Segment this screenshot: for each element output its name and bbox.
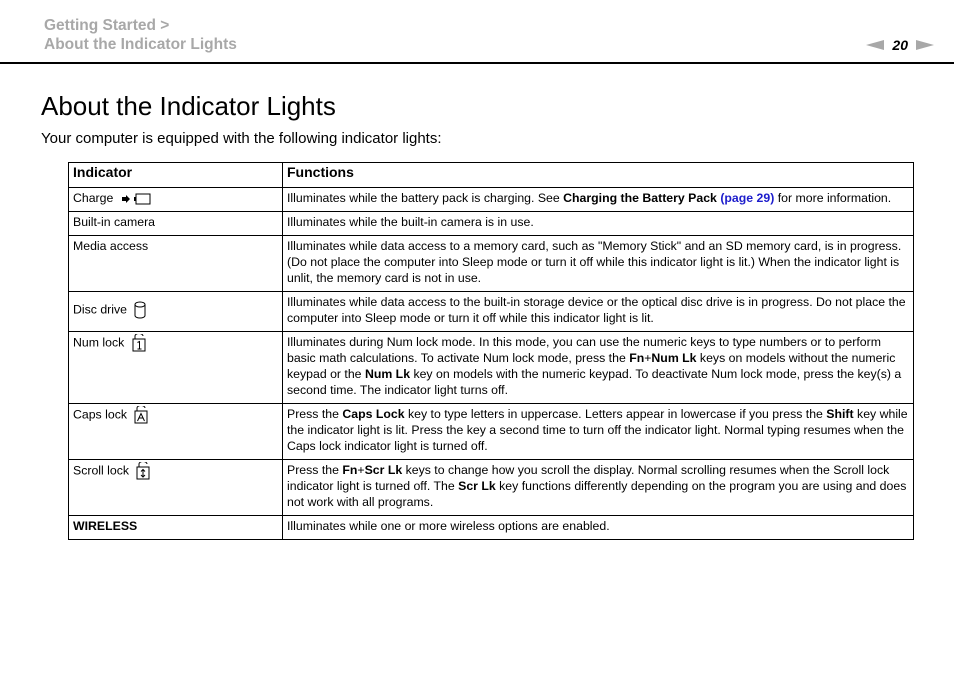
function-text: Illuminates while one or more wireless options are enabled. — [287, 519, 610, 533]
indicator-cell — [69, 236, 283, 292]
indicator-cell — [69, 292, 283, 332]
key-name: Num Lk — [651, 351, 697, 365]
key-name: Fn — [342, 463, 358, 477]
function-cell — [283, 404, 914, 460]
indicator-label: Media access — [73, 239, 149, 253]
indicator-cell — [69, 404, 283, 460]
key-name: Scr Lk — [458, 479, 496, 493]
breadcrumb-parent[interactable]: Getting Started > — [44, 17, 170, 34]
indicator-label: Scroll lock — [73, 463, 130, 478]
table-row — [69, 212, 914, 236]
indicator-label: WIRELESS — [73, 519, 138, 533]
header-indicator: Indicator — [69, 163, 283, 188]
key-name: Fn — [629, 351, 645, 365]
function-cell — [283, 188, 914, 212]
function-text: keys to change how you scroll the display. Normal scrolling resumes when the Scroll lock indicator light is turned off. The — [287, 463, 890, 493]
function-text: Press the — [287, 407, 343, 421]
function-text: + — [644, 351, 652, 365]
function-bold: Charging the Battery Pack — [563, 191, 717, 205]
breadcrumb-current: About the Indicator Lights — [44, 36, 237, 53]
key-name: Scr Lk — [364, 463, 403, 477]
table-row — [69, 236, 914, 292]
function-text: Illuminates while the built-in camera is in use. — [287, 215, 534, 229]
function-cell — [283, 516, 914, 540]
intro-text: Your computer is equipped with the following indicator lights: — [41, 130, 442, 147]
function-text: key while the indicator light is lit. Press the key a second time to turn off the indicator light. Normal typing resumes when the Caps lock indicator light is turned off. — [287, 407, 908, 453]
breadcrumb — [44, 16, 237, 54]
disc-drive-icon — [134, 301, 146, 319]
key-name: Shift — [826, 407, 854, 421]
indicator-label: Num lock — [73, 335, 125, 350]
function-cell — [283, 292, 914, 332]
table-row — [69, 188, 914, 212]
header-functions: Functions — [283, 163, 914, 188]
indicator-label: Built-in camera — [73, 215, 156, 229]
indicator-cell — [69, 188, 283, 212]
next-page-arrow-icon[interactable] — [916, 40, 934, 50]
function-text: Illuminates during Num lock mode. In this mode, you can use the numeric keys to type numbers or to perform basic math calculations. To activate Num lock mode, press the — [287, 335, 881, 365]
function-cell — [283, 332, 914, 404]
indicator-label: Charge — [73, 191, 114, 205]
table-row — [69, 404, 914, 460]
num-lock-icon — [132, 334, 146, 352]
page-title: About the Indicator Lights — [41, 91, 336, 121]
scroll-lock-icon — [136, 462, 150, 480]
function-text: Illuminates while the battery pack is charging. See — [287, 191, 564, 205]
function-text: key functions differently depending on the program you are using and does not work with all programs. — [287, 479, 907, 509]
key-name: Caps Lock — [342, 407, 405, 421]
table-header-row — [69, 163, 914, 188]
page-number: 20 — [892, 37, 908, 53]
indicator-cell — [69, 212, 283, 236]
page-navigator — [866, 37, 934, 53]
function-text: Illuminates while data access to the built-in storage device or the optical disc drive is in progress. Do not place the computer into Sleep mode or turn it off while this indicator light is lit. — [287, 295, 906, 325]
charge-icon — [121, 193, 151, 205]
function-cell — [283, 236, 914, 292]
previous-page-arrow-icon[interactable] — [866, 40, 884, 50]
page-link[interactable]: (page 29) — [720, 191, 775, 205]
function-text: + — [357, 463, 365, 477]
indicator-label: Caps lock — [73, 407, 127, 422]
table-row — [69, 292, 914, 332]
function-text: keys on models without the numeric keypad or the — [287, 351, 896, 381]
table-row — [69, 332, 914, 404]
key-name: Num Lk — [364, 367, 411, 381]
indicator-cell — [69, 332, 283, 404]
function-text: key to type letters in uppercase. Letters appear in lowercase if you press the — [404, 407, 827, 421]
function-text: for more information. — [774, 191, 892, 205]
indicator-cell — [69, 516, 283, 540]
header-divider — [0, 62, 954, 64]
function-cell — [283, 460, 914, 516]
indicator-cell — [69, 460, 283, 516]
function-text: Illuminates while data access to a memory card, such as "Memory Stick" and an SD memory card, is in progress. (Do not place the computer into Sleep mode or turn it off while this indicator light is lit.) When the indicator light is unlit, the memory card is not in use. — [287, 239, 902, 285]
indicator-label: Disc drive — [73, 302, 127, 317]
function-text: key on models with the numeric keypad. To deactivate Num lock mode, press the key(s) a second time. The indicator light turns off. — [287, 367, 902, 397]
caps-lock-icon — [134, 406, 148, 424]
function-cell — [283, 212, 914, 236]
function-text: Press the — [287, 463, 343, 477]
table-row — [69, 460, 914, 516]
table-row — [69, 516, 914, 540]
indicator-table — [68, 162, 914, 540]
